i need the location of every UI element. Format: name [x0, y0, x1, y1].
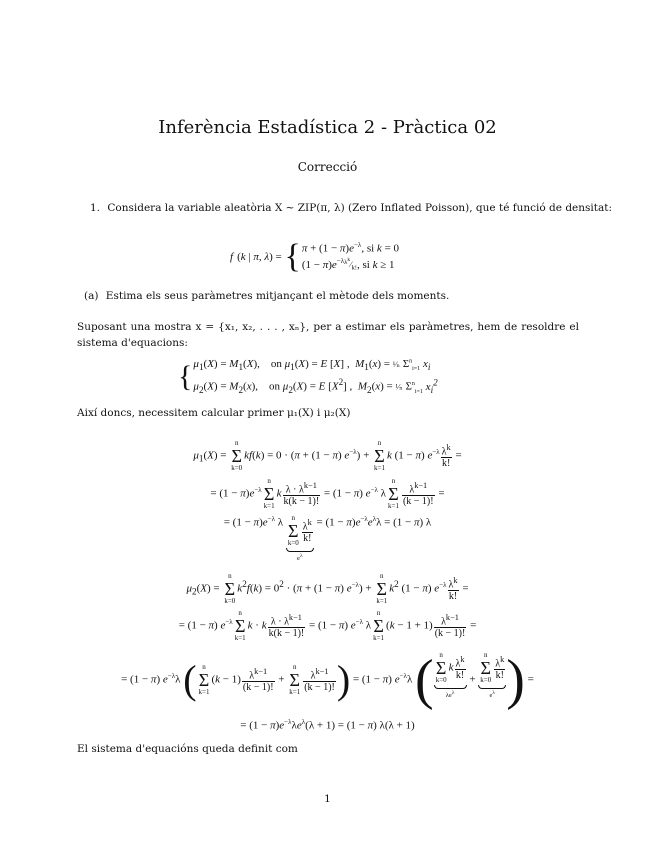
system-brace: {: [178, 359, 193, 393]
mu1-line-2: = $(1 - \pi)e^{-\lambda}$ n Σ k=1 k $\frac{\lambda \cdot \lambda^{k-1}}{k(k - 1)!}$ = (1 − π) $e^{-\lambda}$ λ n Σ k=1 $\frac{\lambda^{k-1}}{(k - 1)!}$ =: [210, 477, 445, 510]
part-a: [84, 290, 449, 302]
equation-system: [178, 356, 438, 397]
part-a-label: (a): [84, 290, 99, 302]
left-brace: {: [284, 238, 301, 275]
part-a-text: Estima els seus paràmetres mitjançant el mètode dels moments.: [105, 290, 450, 302]
transition-text: Així doncs, necessitem calcular primer μ₁(X) i μ₂(X): [77, 407, 351, 419]
page-number: 1: [324, 793, 331, 805]
mu2-line-2: = (1 − π) $e^{-\lambda}$ n Σ k=1 k · k $\frac{\lambda \cdot \lambda^{k-1}}{k(k - 1)!}$ = (1 − π) $e^{-\lambda}$ λ n Σ k=1 (k − 1 + 1) $\frac{\lambda^{k-1}}{(k - 1)!}$ =: [178, 609, 477, 642]
system-eq-2: $\mu_2(X) = M_2(x)$, on $\mu_2(X) = E$ $[X^2]$ , $M_2(x)$ = ¹⁄ₙ $\Sigma^n_{i=1}$ $x_i^2$: [193, 376, 438, 395]
closing-text: El sistema d'equacións queda definit com: [77, 743, 298, 755]
problem-number: 1.: [90, 202, 101, 214]
mu1-line-3: = $(1 - \pi)e^{-\lambda}$ λ n Σ k=0 $\frac{\lambda^k}{k!}$ $e^\lambda$ = $(1 - \pi)e^{-\lambda}e^\lambda\lambda = (1 - \pi)$ λ: [223, 514, 432, 563]
density-function: f ( k | π, λ ) = { $\pi + (1 - \pi)e^{-\lambda}$, si k = 0 $(1 - \pi)e^{-\lambda\lambda^k}⁄_{k!}$, si k ≥ 1: [230, 238, 400, 275]
problem-text: Considera la variable aleatòria X ∼ ZIP(π, λ) (Zero Inflated Poisson), que té funció de densitat:: [107, 202, 613, 214]
problem-statement: [90, 202, 612, 214]
mu2-line-3: = (1 − π) $e^{-\lambda}\lambda$ ( n Σ k=1 (k − 1) $\frac{\lambda^{k-1}}{(k - 1)!}$ + n Σ k=1 $\frac{\lambda^{k-1}}{(k - 1)!}$ ) = (1 − π) $e^{-\lambda}\lambda$ ( n Σ k=0 k $\frac{\lambda^k}{k!}$ $\lambda e^\lambda$ + n Σ k=0 $\frac{\lambda^k}{k!}$ $e^\lambda$ ) =: [121, 649, 534, 711]
density-case-2: $(1 - \pi)e^{-\lambda\lambda^k}⁄_{k!}$, si k ≥ 1: [301, 256, 395, 272]
document-subtitle: Correcció: [297, 160, 358, 174]
system-eq-1: $\mu_1(X) = M_1(X)$, on $\mu_1(X) = E$ [X] , $M_1(x)$ = ¹⁄ₙ $\Sigma^n_{i=1}$ $x_i$: [193, 358, 431, 373]
density-case-1: $\pi + (1 - \pi)e^{-\lambda}$, si k = 0: [301, 241, 400, 255]
mu1-line-1: $\mu_1(X)$ = n Σ k=0 kf(k) = 0 · (π + (1 − π) $e^{-\lambda}$) + n Σ k=1 k (1 − π) $e^{-\lambda}$ $\frac{\lambda^k}{k!}$ =: [193, 439, 462, 472]
document-title: Inferència Estadística 2 - Pràctica 02: [158, 117, 497, 138]
mu2-line-4: = $(1 - \pi)e^{-\lambda}\lambda e^\lambda(\lambda + 1) = (1 - \pi)$ λ(λ + 1): [240, 718, 415, 732]
mu2-line-1: $\mu_2(X)$ = n Σ k=0 $k^2f(k) = 0^2 \cdot (\pi + (1 - \pi) e^{-\lambda})$ + n Σ k=1 $k^2$ (1 − π) $e^{-\lambda}$ $\frac{\lambda^k}{k!}$ =: [186, 572, 469, 605]
solution-intro: Suposant una mostra x = {x₁, x₂, . . . , xₙ}, per a estimar els paràmetres, hem de resoldre el sistema d'equacions:: [77, 321, 579, 349]
